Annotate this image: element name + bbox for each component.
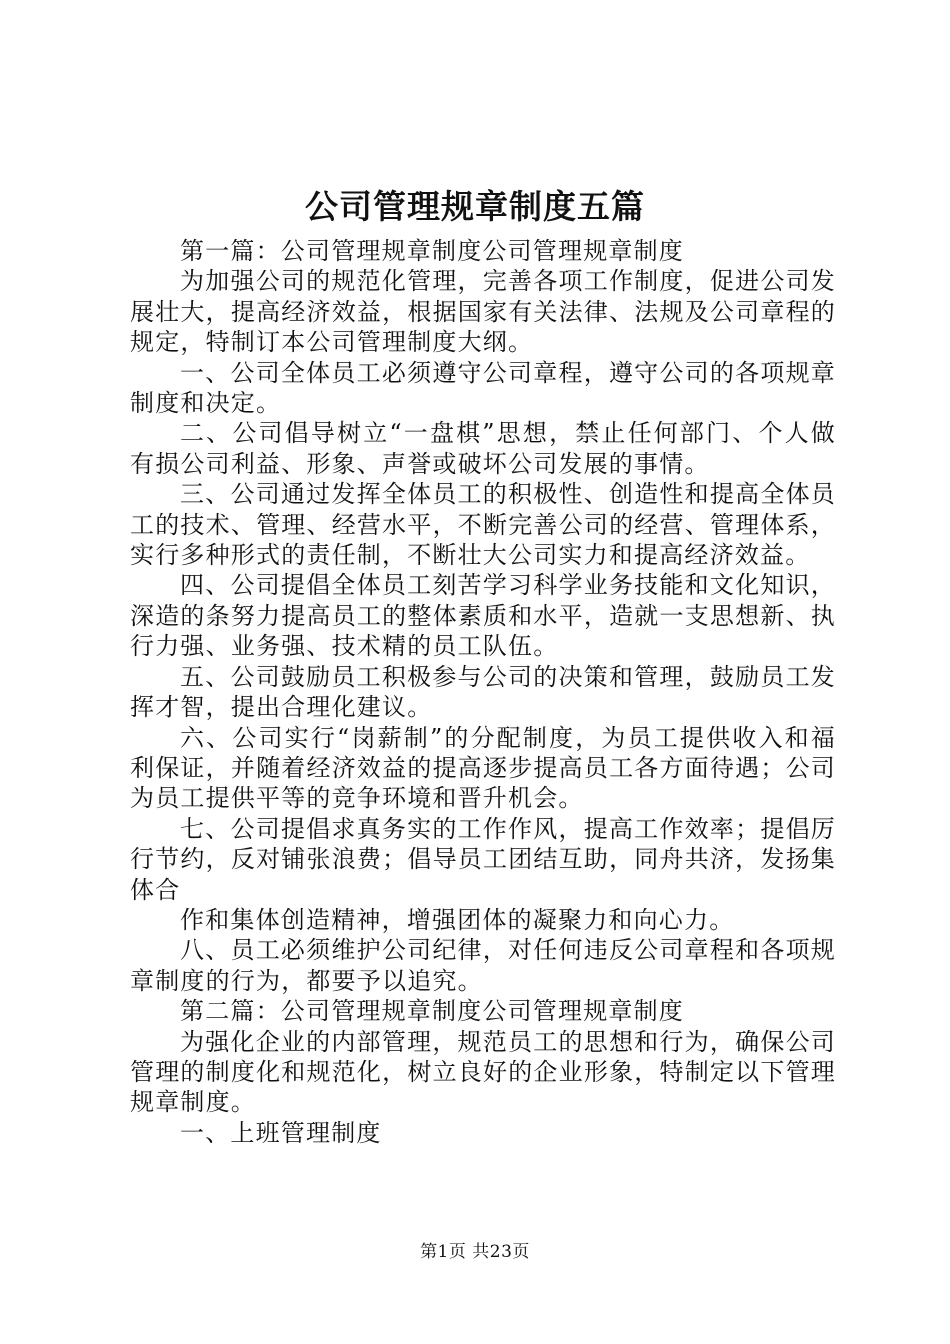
paragraph-part-one-heading: 第一篇：公司管理规章制度公司管理规章制度: [180, 237, 684, 265]
page-footer: 第1页 共23页: [420, 1242, 530, 1262]
paragraph-item-4: 四、公司提倡全体员工刻苦学习科学业务技能和文化知识，深造的条努力提高员工的整体素质和水平，造就一支思想新、执行力强、业务强、技术精的员工队伍。: [130, 571, 836, 661]
document-body: [130, 236, 836, 1148]
paragraph-item-2: 二、公司倡导树立“一盘棋”思想，禁止任何部门、个人做有损公司利益、形象、声誉或破坏公司发展的事情。: [130, 419, 836, 478]
paragraph-part-two-heading: 第二篇：公司管理规章制度公司管理规章制度: [180, 997, 684, 1026]
paragraph-item-8: 八、员工必须维护公司纪律，对任何违反公司章程和各项规章制度的行为，都要予以追究。: [130, 936, 836, 995]
paragraph-part-two-intro: 为强化企业的内部管理，规范员工的思想和行为，确保公司管理的制度化和规范化，树立良好的企业形象，特制定以下管理规章制度。: [130, 1027, 836, 1117]
paragraph-item-3: 三、公司通过发挥全体员工的积极性、创造性和提高全体员工的技术、管理、经营水平，不断完善公司的经营、管理体系，实行多种形式的责任制，不断壮大公司实力和提高经济效益。: [130, 480, 836, 570]
document-title: 公司管理规章制度五篇: [305, 187, 645, 226]
paragraph-intro: 为加强公司的规范化管理，完善各项工作制度，促进公司发展壮大，提高经济效益，根据国家有关法律、法规及公司章程的规定，特制订本公司管理制度大纲。: [130, 267, 836, 357]
paragraph-item-5: 五、公司鼓励员工积极参与公司的决策和管理，鼓励员工发挥才智，提出合理化建议。: [130, 662, 836, 722]
paragraph-item-7: 七、公司提倡求真务实的工作作风，提高工作效率；提倡厉行节约，反对铺张浪费；倡导员工团结互助，同舟共济，发扬集体合: [130, 814, 836, 904]
paragraph-item-7-continued: 作和集体创造精神，增强团体的凝聚力和向心力。: [180, 905, 735, 934]
paragraph-item-6: 六、公司实行“岗薪制”的分配制度，为员工提供收入和福利保证，并随着经济效益的提高逐步提高员工各方面待遇；公司为员工提供平等的竞争环境和晋升机会。: [130, 723, 836, 813]
paragraph-section-heading: 一、上班管理制度: [180, 1118, 382, 1147]
paragraph-item-1: 一、公司全体员工必须遵守公司章程，遵守公司的各项规章制度和决定。: [130, 358, 836, 418]
